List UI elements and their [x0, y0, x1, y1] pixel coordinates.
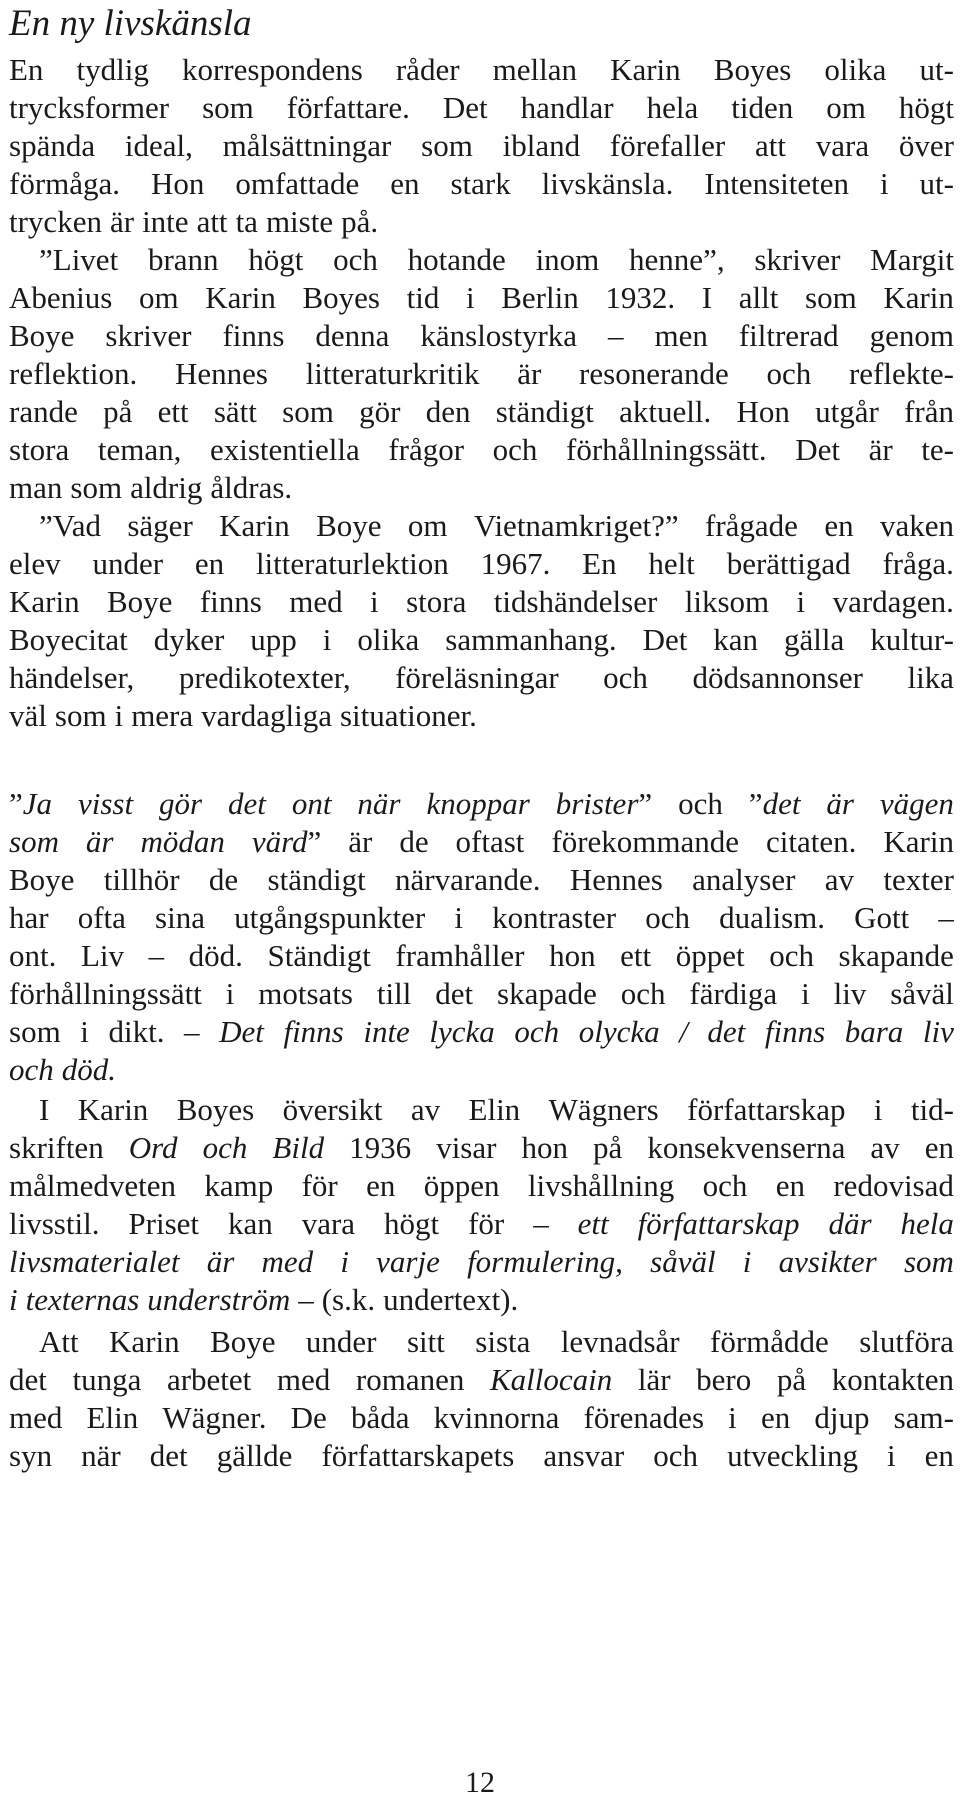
text-line: i texternas underström – (s.k. undertext). [9, 1282, 519, 1317]
text-line: rande på ett sätt som gör den ständigt aktuell. Hon utgår från [9, 394, 954, 429]
text-line: Att Karin Boye under sitt sista levnadsår förmådde slutföra [39, 1324, 954, 1359]
text-line: stora teman, existentiella frågor och förhållningssätt. Det är te- [9, 432, 954, 467]
text-line: man som aldrig åldras. [9, 470, 293, 505]
text-line: Abenius om Karin Boyes tid i Berlin 1932. I allt som Karin [9, 280, 954, 315]
text-line: har ofta sina utgångspunkter i kontraster och dualism. Gott – [9, 900, 954, 935]
text-line: med Elin Wägner. De båda kvinnorna förenades i en djup sam- [9, 1400, 954, 1435]
text-line: målmedveten kamp för en öppen livshållning och en redovisad [9, 1168, 954, 1203]
text-line: förhållningssätt i motsats till det skapade och färdiga i liv såväl [9, 976, 954, 1011]
text-line: ”Vad säger Karin Boye om Vietnamkriget?” frågade en vaken [39, 508, 954, 543]
text-line: Karin Boye finns med i stora tidshändelser liksom i vardagen. [9, 584, 954, 619]
text-line: spända ideal, målsättningar som ibland förefaller att vara över [9, 128, 954, 163]
text-line: händelser, predikotexter, föreläsningar och dödsannonser lika [9, 660, 954, 695]
text-line: livsstil. Priset kan vara högt för – ett författarskap där hela [9, 1206, 954, 1241]
text-line: förmåga. Hon omfattade en stark livskänsla. Intensiteten i ut- [9, 166, 954, 201]
page-title: En ny livskänsla [9, 3, 252, 44]
text-line: Boyecitat dyker upp i olika sammanhang. Det kan gälla kultur- [9, 622, 954, 657]
text-line: ”Ja visst gör det ont när knoppar brister” och ”det är vägen [9, 786, 954, 821]
text-line: som i dikt. – Det finns inte lycka och olycka / det finns bara liv [9, 1014, 954, 1049]
text-line: I Karin Boyes översikt av Elin Wägners författarskap i tid- [39, 1092, 954, 1127]
text-line: ont. Liv – död. Ständigt framhåller hon ett öppet och skapande [9, 938, 954, 973]
text-line: reflektion. Hennes litteraturkritik är resonerande och reflekte- [9, 356, 954, 391]
text-line: som är mödan värd” är de oftast förekommande citaten. Karin [9, 824, 954, 859]
text-line: skriften Ord och Bild 1936 visar hon på konsekvenserna av en [9, 1130, 954, 1165]
text-line: syn när det gällde författarskapets ansvar och utveckling i en [9, 1438, 954, 1473]
page-number: 12 [465, 1766, 495, 1799]
text-line: väl som i mera vardagliga situationer. [9, 698, 477, 733]
text-line: det tunga arbetet med romanen Kallocain lär bero på kontakten [9, 1362, 954, 1397]
text-line: trycksformer som författare. Det handlar hela tiden om högt [9, 90, 954, 125]
text-line: trycken är inte att ta miste på. [9, 204, 379, 239]
text-line: ”Livet brann högt och hotande inom henne”, skriver Margit [39, 242, 954, 277]
text-line: livsmaterialet är med i varje formulering, såväl i avsikter som [9, 1244, 954, 1279]
text-line: elev under en litteraturlektion 1967. En helt berättigad fråga. [9, 546, 954, 581]
text-line: och död. [9, 1052, 117, 1087]
text-line: Boye tillhör de ständigt närvarande. Hennes analyser av texter [9, 862, 954, 897]
text-line: Boye skriver finns denna känslostyrka – men filtrerad genom [9, 318, 954, 353]
text-line: En tydlig korrespondens råder mellan Karin Boyes olika ut- [9, 52, 954, 87]
